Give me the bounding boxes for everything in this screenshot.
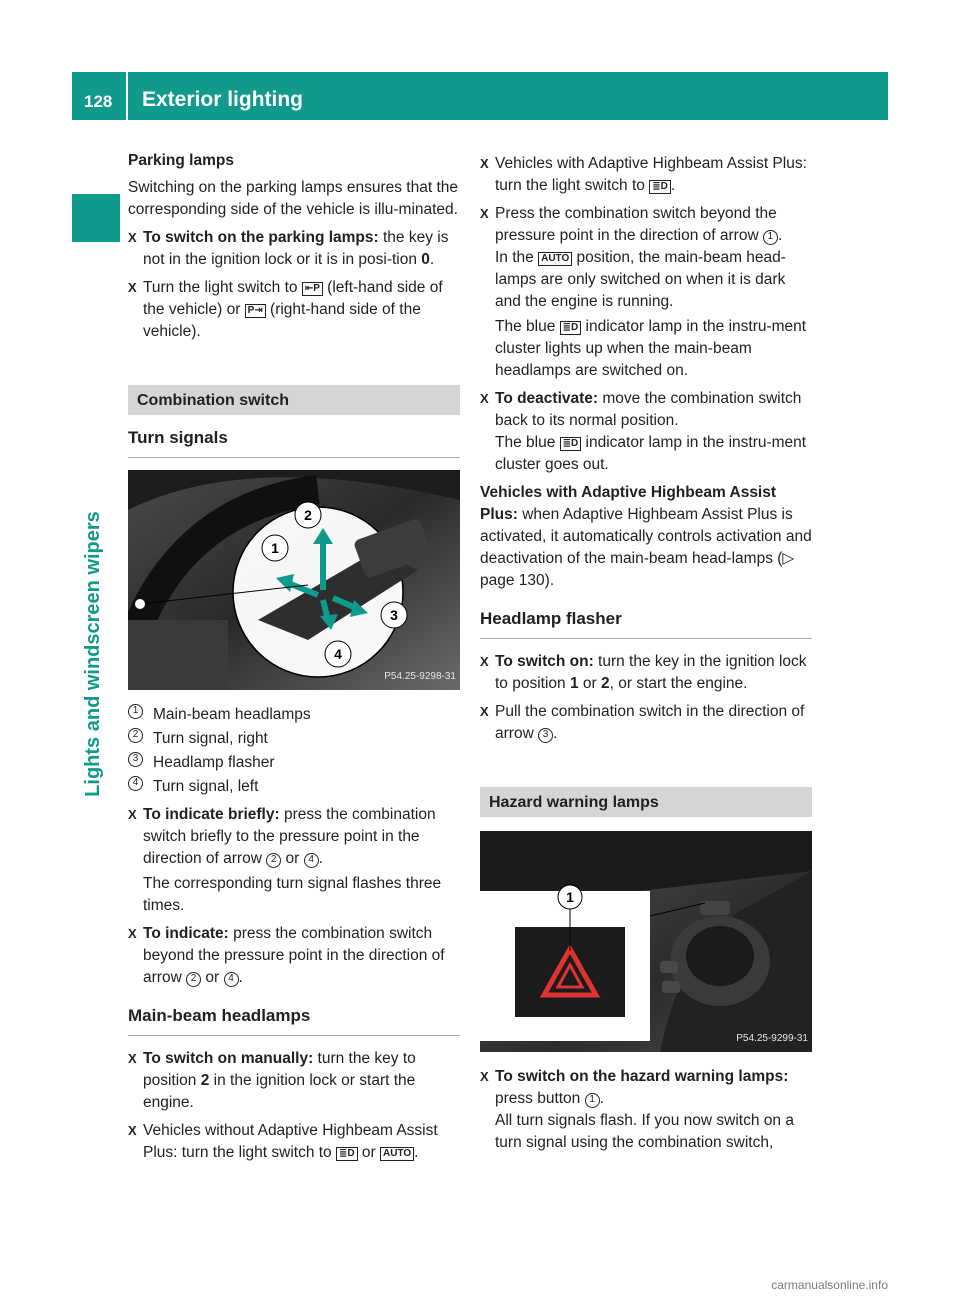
step-arrow-icon: X <box>480 206 489 221</box>
ahap-paragraph: Vehicles with Adaptive Highbeam Assist Plus: when Adaptive Highbeam Assist Plus is activated, it automatically controls activation and deactivation of the main-beam head-lamps (▷ page 130). <box>480 484 812 589</box>
photo-code: P54.25-9299-31 <box>736 1033 808 1044</box>
step-turn-light-switch: X Turn the light switch to ⇤P (left-hand side of the vehicle) or P⇥ (right-hand side of the vehicle). <box>128 279 443 340</box>
legend-item: 3 Headlamp flasher <box>128 752 460 774</box>
combination-switch-photo <box>128 470 460 690</box>
main-beam-indicator-icon: ≣D <box>560 321 582 335</box>
page-header <box>72 72 888 120</box>
page-reference-link[interactable]: ▷ page 130 <box>480 550 795 589</box>
step-arrow-icon: X <box>480 1069 489 1084</box>
legend-item: 2 Turn signal, right <box>128 728 460 750</box>
combination-switch-heading: Combination switch <box>128 385 460 415</box>
main-beam-heading: Main-beam headlamps <box>128 1005 460 1036</box>
svg-text:1: 1 <box>566 889 574 905</box>
left-column <box>128 150 460 1170</box>
parking-lamps-intro: Switching on the parking lamps ensures that the corresponding side of the vehicle is illu-minated. <box>128 179 458 218</box>
step-arrow-icon: X <box>480 156 489 171</box>
page-title: Exterior lighting <box>142 88 304 111</box>
svg-text:2: 2 <box>304 507 312 523</box>
hazard-button-photo <box>480 831 812 1052</box>
step-indicate: X To indicate: press the combination switch beyond the pressure point in the direction of arrow 2 or 4 . <box>128 925 445 986</box>
section-tab <box>72 194 120 242</box>
legend-list <box>128 704 460 798</box>
photo-code: P54.25-9298-31 <box>384 671 456 682</box>
page-number: 128 <box>84 92 113 111</box>
step-arrow-icon: X <box>128 926 137 941</box>
step-switch-on-parking: X To switch on the parking lamps: the key is not in the ignition lock or it is in posi-tion 0. <box>128 229 449 268</box>
svg-text:1: 1 <box>271 540 279 556</box>
svg-text:3: 3 <box>390 607 398 623</box>
svg-text:4: 4 <box>334 646 342 662</box>
step-flasher-switch-on: X To switch on: turn the key in the ignition lock to position 1 or 2, or start the engine. <box>480 653 807 692</box>
auto-icon: AUTO <box>538 252 572 266</box>
step-switch-on-manually: X To switch on manually: turn the key to position 2 in the ignition lock or start the engine. <box>128 1050 416 1111</box>
main-beam-indicator-icon: ≣D <box>560 437 582 451</box>
step-arrow-icon: X <box>480 704 489 719</box>
step-deactivate: X To deactivate: move the combination switch back to its normal position. The blue ≣D indicator lamp in the instru-ment cluster goes out. <box>480 390 807 473</box>
step-with-ahap: X Vehicles with Adaptive Highbeam Assist Plus: turn the light switch to ≣D . <box>480 155 807 194</box>
step-arrow-icon: X <box>128 230 137 245</box>
low-beam-icon: ≣D <box>649 180 671 194</box>
step-arrow-icon: X <box>128 807 137 822</box>
parking-lamps-heading: Parking lamps <box>128 152 234 169</box>
step-pull-switch: X Pull the combination switch in the direction of arrow 3 . <box>480 703 805 742</box>
parking-left-icon: ⇤P <box>302 282 323 296</box>
watermark: carmanualsonline.info <box>771 1278 888 1292</box>
low-beam-icon: ≣D <box>336 1147 358 1161</box>
headlamp-flasher-heading: Headlamp flasher <box>480 608 812 639</box>
step-arrow-icon: X <box>128 1051 137 1066</box>
step-press-combination: X Press the combination switch beyond the pressure point in the direction of arrow 1 . In the AUTO position, the main-beam head-lamps are only switched on when it is dark and the engine is running. The blue ≣D indicator lamp in the instru-ment cluster lights up when the main-beam headlamps are switched on. <box>480 205 807 379</box>
turn-signals-heading: Turn signals <box>128 427 460 458</box>
step-without-ahap: X Vehicles without Adaptive Highbeam Assist Plus: turn the light switch to ≣D or AUTO . <box>128 1122 438 1161</box>
step-arrow-icon: X <box>480 391 489 406</box>
parking-right-icon: P⇥ <box>245 304 266 318</box>
step-arrow-icon: X <box>128 280 137 295</box>
step-hazard-switch-on: X To switch on the hazard warning lamps: press button 1 . All turn signals flash. If you now switch on a turn signal using the combination switch, <box>480 1068 794 1151</box>
section-side-label: Lights and windscreen wipers <box>82 511 104 797</box>
legend-item: 4 Turn signal, left <box>128 776 460 798</box>
step-arrow-icon: X <box>480 654 489 669</box>
right-column <box>480 153 812 1160</box>
hazard-warning-heading: Hazard warning lamps <box>480 787 812 817</box>
step-arrow-icon: X <box>128 1123 137 1138</box>
step-indicate-briefly: X To indicate briefly: press the combination switch briefly to the pressure point in the direction of arrow 2 or 4 . The corresponding turn signal flashes three times. <box>128 806 442 914</box>
legend-item: 1 Main-beam headlamps <box>128 704 460 726</box>
header-divider <box>126 72 128 120</box>
auto-icon: AUTO <box>380 1147 414 1161</box>
